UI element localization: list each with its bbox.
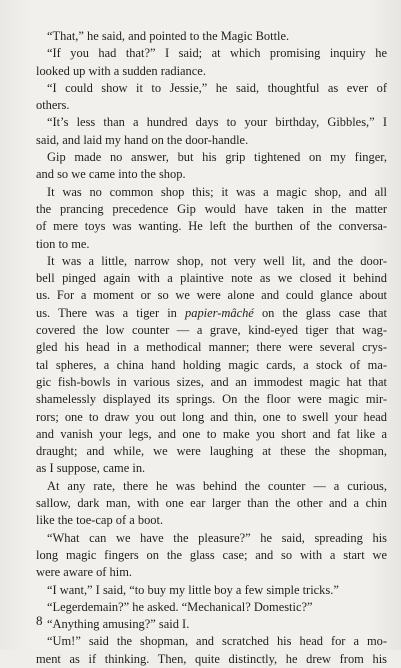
text-line: gled his head in a methodical manner; there were several crys- <box>36 340 387 355</box>
text-line: Gip made no answer, but his grip tightened on my finger, <box>47 150 387 165</box>
text-line: and so we came into the shop. <box>36 167 186 182</box>
text-line: “It’s less than a hundred days to your birthday, Gibbles,” I <box>47 115 387 130</box>
text-line: “If you had that?” I said; at which promising inquiry he <box>47 46 387 61</box>
text-line: long magic fingers on the glass case; and so with a start we <box>36 547 387 562</box>
text-line: were aware of him. <box>36 565 132 580</box>
text-line: ment as if thinking. Then, quite distinctly, he drew from his <box>36 651 387 666</box>
italic-term: papier-mâché <box>185 305 254 320</box>
text-line: It was no common shop this; it was a magic shop, and all <box>47 184 387 199</box>
text-line: us. For a moment or so we were alone and could glance about <box>36 288 387 303</box>
text-line: like the toe-cap of a boot. <box>36 513 164 528</box>
text-line: us. There was a tiger in papier-mâché on the glass case that <box>36 305 387 320</box>
text-line: covered the low counter — a grave, kind-eyed tiger that wag- <box>36 323 387 338</box>
text-line: “I want,” I said, “to buy my little boy a few simple tricks.” <box>47 582 339 597</box>
text-line: gic fish-bowls in various sizes, and an immodest magic hat that <box>36 374 387 389</box>
text-line: tion to me. <box>36 236 90 251</box>
text-line: draught; and while, we were laughing at these the shopman, <box>36 444 387 459</box>
text-line: “I could show it to Jessie,” he said, thoughtful as ever of <box>47 80 387 95</box>
text-line: rors; one to draw you out long and thin, one to swell your head <box>36 409 387 424</box>
text-line: “Legerdemain?” he asked. “Mechanical? Domestic?” <box>47 599 313 614</box>
text-line: the prancing precedence Gip would have taken in the matter <box>36 201 387 216</box>
text-line: “What can we have the pleasure?” he said, spreading his <box>47 530 387 545</box>
text-line: looked up with a sudden radiance. <box>36 63 206 78</box>
text-line: and vanish your legs, and one to make you short and fat like a <box>36 426 387 441</box>
text-line: shamelessly displayed its springs. On the floor were magic mir- <box>36 392 387 407</box>
text-line: At any rate, there he was behind the counter — a curious, <box>47 478 387 493</box>
text-line: It was a little, narrow shop, not very well lit, and the door- <box>47 253 387 268</box>
text-line: “Anything amusing?” said I. <box>47 617 190 632</box>
text-line: “Um!” said the shopman, and scratched his head for a mo- <box>47 634 387 649</box>
text-line: others. <box>36 98 70 113</box>
text-line: “That,” he said, and pointed to the Magic Bottle. <box>47 29 290 43</box>
body-text <box>36 28 387 668</box>
text-line: sallow, dark man, with one ear larger than the other and a chin <box>36 496 387 511</box>
text-line: tal spheres, a china hand holding magic cards, a stock of ma- <box>36 357 387 372</box>
text-line: said, and laid my hand on the door-handle. <box>36 132 249 147</box>
text-line: of mere toys was wanting. He left the burthen of the conversa- <box>36 219 387 234</box>
page-number: 8 <box>36 613 43 628</box>
text-line: bell pinged again with a plaintive note as we closed it behind <box>36 271 387 286</box>
text-line: as I suppose, came in. <box>36 461 146 476</box>
